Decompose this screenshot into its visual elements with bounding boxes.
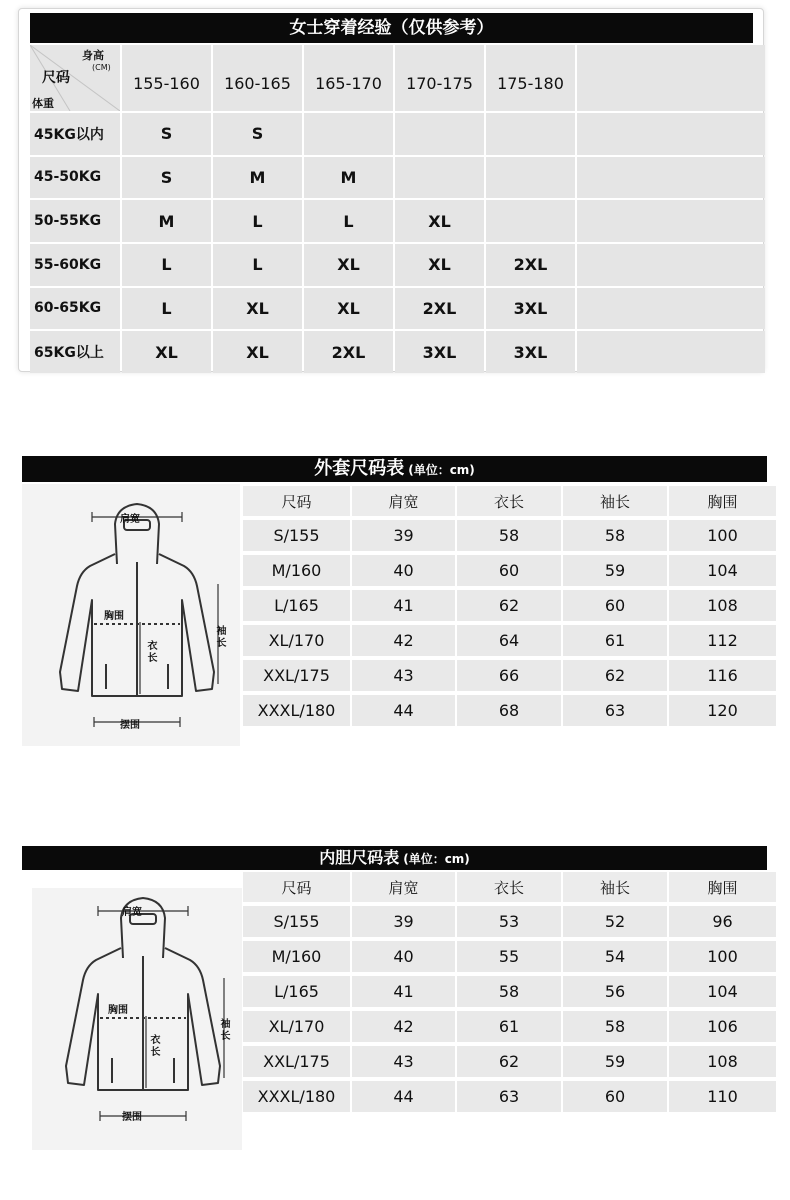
liner-cell: 40: [352, 941, 455, 972]
liner-header-chest: 胸围: [669, 872, 776, 902]
empty-header-cell: [577, 45, 765, 111]
liner-header-sleeve: 袖长: [563, 872, 667, 902]
size-cell: L: [213, 200, 302, 242]
liner-cell: 58: [457, 976, 561, 1007]
liner-cell: 110: [669, 1081, 776, 1112]
coat-cell-size: XL/170: [243, 625, 350, 656]
coat-cell: 59: [563, 555, 667, 586]
liner-cell-size: XXL/175: [243, 1046, 350, 1077]
liner-cell: 58: [563, 1011, 667, 1042]
size-cell: XL: [395, 200, 484, 242]
coat-cell: 66: [457, 660, 561, 691]
coat-cell: 60: [457, 555, 561, 586]
liner-cell: 56: [563, 976, 667, 1007]
coat-cell: 61: [563, 625, 667, 656]
coat-cell: 120: [669, 695, 776, 726]
size-cell: [486, 157, 575, 199]
size-cell: M: [213, 157, 302, 199]
height-range-header: 160-165: [213, 45, 302, 111]
coat-cell: 41: [352, 590, 455, 621]
coat-cell-size: XXL/175: [243, 660, 350, 691]
height-range-header: 155-160: [122, 45, 211, 111]
coat-cell: 63: [563, 695, 667, 726]
size-cell: L: [122, 288, 211, 330]
size-cell: 2XL: [395, 288, 484, 330]
liner-cell: 44: [352, 1081, 455, 1112]
liner-cell: 63: [457, 1081, 561, 1112]
coat-cell-size: S/155: [243, 520, 350, 551]
empty-cell: [577, 113, 765, 155]
coat-header-shoulder: 肩宽: [352, 486, 455, 516]
size-cell: S: [213, 113, 302, 155]
coat-cell-size: L/165: [243, 590, 350, 621]
weight-row-header: 45-50KG: [30, 157, 120, 199]
liner-chart-title-bar: [22, 846, 767, 870]
size-cell: M: [122, 200, 211, 242]
size-cell: 3XL: [486, 331, 575, 373]
liner-cell: 62: [457, 1046, 561, 1077]
coat-cell: 68: [457, 695, 561, 726]
size-cell: [395, 157, 484, 199]
size-cell: XL: [213, 331, 302, 373]
liner-chart-title: 内胆尺码表: [319, 848, 400, 867]
liner-chart-unit: (单位：cm): [403, 852, 470, 866]
liner-cell: 104: [669, 976, 776, 1007]
empty-cell: [577, 244, 765, 286]
liner-cell: 39: [352, 906, 455, 937]
diagram-sleeve-label: 袖长: [214, 625, 225, 649]
size-cell: XL: [395, 244, 484, 286]
weight-row-header: 60-65KG: [30, 288, 120, 330]
coat-cell: 108: [669, 590, 776, 621]
height-unit-label: (CM): [92, 63, 111, 72]
diagram-length-label: 衣长: [145, 640, 156, 664]
coat-cell: 104: [669, 555, 776, 586]
liner-cell-size: XL/170: [243, 1011, 350, 1042]
size-cell: XL: [304, 244, 393, 286]
liner-cell: 100: [669, 941, 776, 972]
size-cell: L: [213, 244, 302, 286]
coat-cell: 39: [352, 520, 455, 551]
coat-header-size: 尺码: [243, 486, 350, 516]
size-cell: [486, 200, 575, 242]
weight-row-header: 65KG以上: [30, 331, 120, 373]
coat-size-table: [243, 486, 776, 726]
liner-cell: 42: [352, 1011, 455, 1042]
liner-cell: 61: [457, 1011, 561, 1042]
liner-cell: 53: [457, 906, 561, 937]
diagram-chest-label: 胸围: [104, 611, 124, 622]
coat-chart-title-bar: [22, 456, 767, 482]
liner-cell: 55: [457, 941, 561, 972]
coat-cell: 100: [669, 520, 776, 551]
coat-chart-unit: (单位：cm): [408, 463, 475, 477]
coat-cell: 62: [457, 590, 561, 621]
size-cell: [486, 113, 575, 155]
size-cell: [395, 113, 484, 155]
size-cell: 2XL: [486, 244, 575, 286]
coat-cell: 44: [352, 695, 455, 726]
liner-cell: 59: [563, 1046, 667, 1077]
diagram-hem-label: 摆围: [120, 720, 140, 731]
liner-cell: 96: [669, 906, 776, 937]
diagram-sleeve-label: 袖长: [218, 1018, 229, 1042]
coat-cell: 43: [352, 660, 455, 691]
coat-header-sleeve: 袖长: [563, 486, 667, 516]
size-axis-label: 尺码: [42, 70, 70, 86]
liner-header-shoulder: 肩宽: [352, 872, 455, 902]
coat-cell-size: XXXL/180: [243, 695, 350, 726]
empty-cell: [577, 331, 765, 373]
coat-cell: 64: [457, 625, 561, 656]
liner-cell: 52: [563, 906, 667, 937]
women-chart-title: 女士穿着经验（仅供参考）: [30, 13, 753, 43]
height-range-header: 170-175: [395, 45, 484, 111]
coat-cell-size: M/160: [243, 555, 350, 586]
diagram-chest-label: 胸围: [108, 1005, 128, 1016]
coat-cell: 40: [352, 555, 455, 586]
coat-cell: 60: [563, 590, 667, 621]
size-cell: XL: [304, 288, 393, 330]
diagram-length-label: 衣长: [148, 1034, 159, 1058]
liner-cell-size: L/165: [243, 976, 350, 1007]
coat-cell: 62: [563, 660, 667, 691]
size-cell: L: [122, 244, 211, 286]
coat-header-length: 衣长: [457, 486, 561, 516]
coat-cell: 116: [669, 660, 776, 691]
liner-cell: 106: [669, 1011, 776, 1042]
weight-row-header: 45KG以内: [30, 113, 120, 155]
liner-header-size: 尺码: [243, 872, 350, 902]
weight-row-header: 55-60KG: [30, 244, 120, 286]
liner-cell: 54: [563, 941, 667, 972]
coat-chart-title: 外套尺码表: [314, 458, 405, 479]
size-cell: 2XL: [304, 331, 393, 373]
coat-cell: 58: [457, 520, 561, 551]
coat-header-chest: 胸围: [669, 486, 776, 516]
weight-axis-label: 体重: [32, 97, 54, 110]
coat-cell: 42: [352, 625, 455, 656]
liner-cell: 43: [352, 1046, 455, 1077]
diagram-hem-label: 摆围: [122, 1112, 142, 1123]
liner-cell: 108: [669, 1046, 776, 1077]
diagram-shoulder-label: 肩宽: [122, 907, 142, 918]
size-cell: S: [122, 157, 211, 199]
coat-cell: 112: [669, 625, 776, 656]
size-cell: 3XL: [395, 331, 484, 373]
size-cell: XL: [213, 288, 302, 330]
weight-row-header: 50-55KG: [30, 200, 120, 242]
liner-header-length: 衣长: [457, 872, 561, 902]
liner-cell-size: S/155: [243, 906, 350, 937]
size-cell: S: [122, 113, 211, 155]
liner-cell-size: M/160: [243, 941, 350, 972]
coat-cell: 58: [563, 520, 667, 551]
women-size-grid: [30, 45, 753, 361]
size-cell: M: [304, 157, 393, 199]
empty-cell: [577, 157, 765, 199]
diagram-shoulder-label: 肩宽: [120, 514, 140, 525]
height-axis-label: 身高: [82, 49, 104, 62]
size-cell: L: [304, 200, 393, 242]
liner-cell-size: XXXL/180: [243, 1081, 350, 1112]
size-cell: 3XL: [486, 288, 575, 330]
size-cell: XL: [122, 331, 211, 373]
height-range-header: 165-170: [304, 45, 393, 111]
liner-cell: 60: [563, 1081, 667, 1112]
size-cell: [304, 113, 393, 155]
height-range-header: 175-180: [486, 45, 575, 111]
empty-cell: [577, 288, 765, 330]
liner-size-table: [243, 872, 776, 1112]
empty-cell: [577, 200, 765, 242]
liner-cell: 41: [352, 976, 455, 1007]
grid-corner-cell: [30, 45, 120, 111]
